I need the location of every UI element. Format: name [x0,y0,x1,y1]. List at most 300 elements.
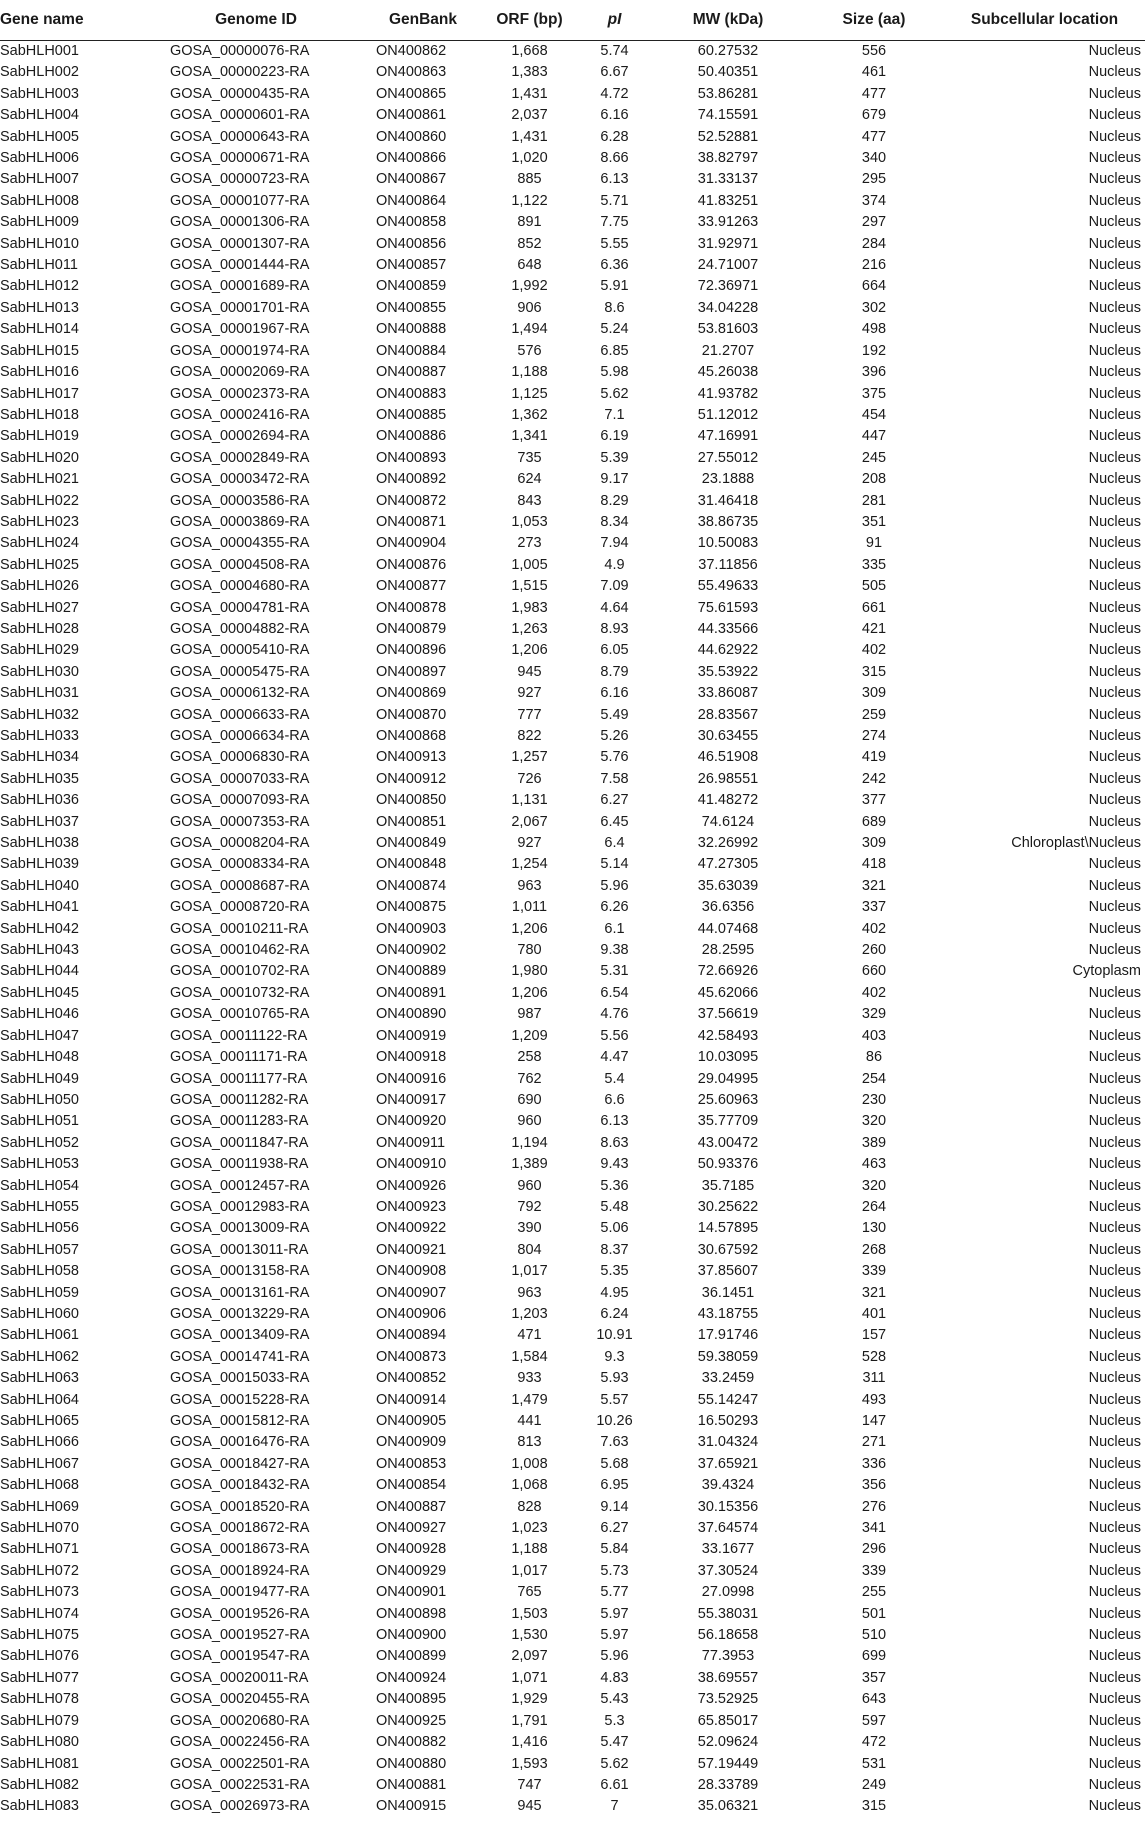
orf-cell: 1,131 [511,792,548,809]
size-cell: 664 [861,278,887,295]
table-row [0,1539,1145,1560]
pi-cell: 5.55 [600,235,629,252]
subcellular-location-cell: Nucleus [1088,642,1141,659]
genbank-cell: ON400873 [376,1348,447,1365]
pi-cell: 10.26 [596,1413,633,1429]
mw-cell: 45.26038 [697,364,759,381]
genome-id-cell: GOSA_00012457-RA [170,1177,310,1194]
table-row [0,341,1145,362]
table-row [0,1497,1145,1518]
gene-name-cell: SabHLH044 [0,963,79,980]
table-row [0,1218,1145,1239]
gene-name-cell: SabHLH073 [0,1584,79,1601]
genbank-cell: ON400881 [376,1776,447,1793]
table-row [0,1796,1145,1817]
gene-name-cell: SabHLH068 [0,1477,79,1494]
orf-cell: 843 [517,492,542,509]
table-row [0,533,1145,554]
subcellular-location-cell: Nucleus [1088,535,1141,552]
table-row [0,276,1145,297]
mw-cell: 57.19449 [697,1755,759,1772]
subcellular-location-cell: Nucleus [1088,1305,1141,1322]
mw-cell: 24.71007 [697,257,759,274]
genome-id-cell: GOSA_00011122-RA [170,1027,308,1044]
size-cell: 336 [861,1455,887,1472]
table-row [0,1561,1145,1582]
pi-cell: 6.26 [600,899,629,916]
header-subcellular-location: Subcellular location [944,0,1145,41]
size-cell: 403 [861,1027,887,1044]
gene-name-cell: SabHLH074 [0,1605,79,1622]
pi-cell: 6.13 [600,171,629,188]
gene-name-cell: SabHLH012 [0,278,79,295]
table-row [0,747,1145,768]
genome-id-cell: GOSA_00002849-RA [170,449,310,466]
pi-cell: 8.34 [600,513,629,530]
orf-cell: 576 [517,342,542,359]
genbank-cell: ON400887 [376,364,447,381]
genome-id-cell: GOSA_00018427-RA [170,1455,310,1472]
pi-cell: 5.77 [600,1584,629,1601]
size-cell: 271 [861,1434,887,1451]
genome-id-cell: GOSA_00010462-RA [170,942,310,959]
orf-cell: 927 [517,835,542,852]
genbank-cell: ON400878 [376,599,447,616]
subcellular-location-cell: Nucleus [1088,128,1141,145]
size-cell: 679 [861,107,887,124]
gene-name-cell: SabHLH075 [0,1627,79,1644]
genbank-cell: ON400876 [376,556,447,573]
subcellular-location-cell: Nucleus [1088,64,1141,81]
size-cell: 689 [861,813,887,830]
genbank-cell: ON400901 [376,1584,447,1601]
subcellular-location-cell: Nucleus [1088,513,1141,530]
pi-cell: 6.24 [600,1305,629,1322]
pi-cell: 6.6 [604,1091,625,1108]
genbank-cell: ON400870 [376,706,447,723]
pi-cell: 8.66 [600,150,629,167]
subcellular-location-cell: Nucleus [1088,385,1141,402]
gene-name-cell: SabHLH031 [0,685,79,702]
size-cell: 91 [865,535,883,552]
genome-id-cell: GOSA_00011283-RA [170,1113,309,1130]
mw-cell: 10.03095 [697,1049,759,1066]
subcellular-location-cell: Nucleus [1088,235,1141,252]
pi-cell: 8.93 [600,620,629,637]
mw-cell: 45.62066 [697,984,759,1001]
subcellular-location-cell: Nucleus [1088,1327,1141,1344]
header-pi: pI [577,0,652,41]
mw-cell: 33.2459 [701,1370,755,1387]
mw-cell: 42.58493 [697,1027,759,1044]
gene-name-cell: SabHLH003 [0,85,79,102]
gene-name-cell: SabHLH014 [0,321,79,338]
orf-cell: 1,209 [511,1027,548,1044]
size-cell: 276 [861,1498,887,1515]
subcellular-location-cell: Nucleus [1088,1691,1141,1708]
genbank-cell: ON400862 [376,43,447,59]
orf-cell: 885 [517,171,542,188]
genbank-cell: ON400851 [376,813,447,830]
orf-cell: 1,593 [511,1755,548,1772]
table-row [0,1518,1145,1539]
gene-name-cell: SabHLH023 [0,513,79,530]
table-row [0,1646,1145,1667]
orf-cell: 960 [517,1113,542,1130]
orf-cell: 762 [517,1070,542,1087]
orf-cell: 813 [517,1434,542,1451]
mw-cell: 37.56619 [697,1006,759,1023]
genbank-cell: ON400900 [376,1627,447,1644]
orf-cell: 1,431 [511,128,548,145]
genome-id-cell: GOSA_00011282-RA [170,1091,309,1108]
orf-cell: 1,203 [511,1305,548,1322]
genbank-cell: ON400877 [376,578,447,595]
size-cell: 268 [861,1241,887,1258]
subcellular-location-cell: Nucleus [1088,728,1141,744]
size-cell: 259 [861,706,887,723]
orf-cell: 390 [517,1220,542,1237]
pi-cell: 6.95 [600,1477,629,1494]
genome-id-cell: GOSA_00004355-RA [170,535,310,552]
gene-name-cell: SabHLH061 [0,1327,79,1344]
table-row [0,555,1145,576]
orf-cell: 726 [517,770,542,787]
genbank-cell: ON400875 [376,899,447,916]
orf-cell: 1,206 [511,920,548,937]
size-cell: 402 [861,642,887,659]
genbank-cell: ON400896 [376,642,447,659]
subcellular-location-cell: Nucleus [1088,257,1141,274]
size-cell: 339 [861,1263,887,1280]
orf-cell: 1,017 [511,1562,548,1579]
subcellular-location-cell: Nucleus [1088,556,1141,573]
orf-cell: 2,097 [511,1648,548,1665]
table-row [0,1711,1145,1732]
size-cell: 505 [861,578,887,595]
table-row [0,1732,1145,1753]
pi-cell: 6.13 [600,1113,629,1130]
genbank-cell: ON400914 [376,1391,447,1408]
subcellular-location-cell: Nucleus [1088,1520,1141,1537]
genome-id-cell: GOSA_00005410-RA [170,642,310,659]
size-cell: 130 [861,1220,887,1237]
genbank-cell: ON400920 [376,1113,447,1130]
size-cell: 528 [861,1348,887,1365]
pi-cell: 6.16 [600,107,629,124]
size-cell: 320 [861,1113,887,1130]
pi-cell: 5.35 [600,1263,629,1280]
genome-id-cell: GOSA_00013409-RA [170,1327,310,1344]
mw-cell: 55.38031 [697,1605,759,1622]
gene-name-cell: SabHLH076 [0,1648,79,1665]
genome-id-cell: GOSA_00003869-RA [170,513,310,530]
orf-cell: 1,362 [511,406,548,423]
genbank-cell: ON400899 [376,1648,447,1665]
size-cell: 274 [861,728,887,744]
mw-cell: 34.04228 [697,299,759,316]
genbank-cell: ON400903 [376,920,447,937]
size-cell: 337 [861,899,887,916]
mw-cell: 28.33789 [697,1776,759,1793]
size-cell: 351 [861,513,887,530]
subcellular-location-cell: Nucleus [1088,685,1141,702]
subcellular-location-cell: Nucleus [1088,364,1141,381]
mw-cell: 47.16991 [697,428,759,445]
table-row [0,1154,1145,1175]
mw-cell: 27.55012 [697,449,759,466]
genbank-cell: ON400859 [376,278,447,295]
pi-cell: 7.75 [600,214,629,231]
size-cell: 297 [861,214,887,231]
subcellular-location-cell: Nucleus [1088,1070,1141,1087]
genbank-cell: ON400867 [376,171,447,188]
genome-id-cell: GOSA_00007353-RA [170,813,310,830]
orf-cell: 822 [517,728,542,744]
orf-cell: 891 [517,214,542,231]
orf-cell: 1,980 [511,963,548,980]
genbank-cell: ON400868 [376,728,447,744]
subcellular-location-cell: Nucleus [1088,43,1141,59]
pi-cell: 5.36 [600,1177,629,1194]
mw-cell: 60.27532 [697,43,759,59]
gene-name-cell: SabHLH078 [0,1691,79,1708]
orf-cell: 1,494 [511,321,548,338]
orf-cell: 1,479 [511,1391,548,1408]
subcellular-location-cell: Nucleus [1088,813,1141,830]
pi-cell: 6.61 [600,1776,629,1793]
pi-cell: 5.62 [600,385,629,402]
genome-id-cell: GOSA_00019526-RA [170,1605,310,1622]
genbank-cell: ON400854 [376,1477,447,1494]
gene-name-cell: SabHLH072 [0,1562,79,1579]
size-cell: 341 [861,1520,887,1537]
size-cell: 699 [861,1648,887,1665]
size-cell: 295 [861,171,887,188]
mw-cell: 37.64574 [697,1520,759,1537]
mw-cell: 39.4324 [701,1477,755,1494]
table-row [0,512,1145,533]
pi-cell: 4.76 [600,1006,629,1023]
gene-name-cell: SabHLH034 [0,749,79,766]
pi-cell: 5.74 [600,43,629,59]
size-cell: 660 [861,963,887,980]
gene-name-cell: SabHLH006 [0,150,79,167]
pi-cell: 8.79 [600,663,629,680]
pi-cell: 4.64 [600,599,629,616]
table-row [0,1390,1145,1411]
pi-cell: 5.39 [600,449,629,466]
gene-name-cell: SabHLH007 [0,171,79,188]
pi-cell: 5.97 [600,1627,629,1644]
size-cell: 375 [861,385,887,402]
genbank-cell: ON400861 [376,107,447,124]
table-row [0,84,1145,105]
gene-name-cell: SabHLH027 [0,599,79,616]
pi-cell: 5.4 [604,1070,625,1087]
orf-cell: 690 [517,1091,542,1108]
mw-cell: 33.1677 [701,1541,755,1558]
size-cell: 216 [861,257,887,274]
subcellular-location-cell: Nucleus [1088,706,1141,723]
subcellular-location-cell: Nucleus [1088,1263,1141,1280]
subcellular-location-cell: Nucleus [1088,663,1141,680]
genome-id-cell: GOSA_00011847-RA [170,1134,309,1151]
subcellular-location-cell: Nucleus [1088,599,1141,616]
mw-cell: 36.1451 [701,1284,755,1301]
gene-name-cell: SabHLH008 [0,192,79,209]
pi-cell: 8.37 [600,1241,629,1258]
mw-cell: 75.61593 [697,599,759,616]
size-cell: 208 [861,471,887,488]
orf-cell: 927 [517,685,542,702]
subcellular-location-cell: Nucleus [1088,899,1141,916]
size-cell: 661 [861,599,887,616]
genome-id-cell: GOSA_00002416-RA [170,406,310,423]
pi-cell: 5.62 [600,1755,629,1772]
orf-cell: 441 [517,1413,542,1429]
genbank-cell: ON400895 [376,1691,447,1708]
mw-cell: 33.91263 [697,214,759,231]
size-cell: 281 [861,492,887,509]
genome-id-cell: GOSA_00005475-RA [170,663,310,680]
genome-id-cell: GOSA_00015033-RA [170,1370,310,1387]
pi-cell: 6.45 [600,813,629,830]
gene-name-cell: SabHLH050 [0,1091,79,1108]
genbank-cell: ON400898 [376,1605,447,1622]
gene-name-cell: SabHLH057 [0,1241,79,1258]
mw-cell: 77.3953 [701,1648,755,1665]
gene-name-cell: SabHLH059 [0,1284,79,1301]
orf-cell: 906 [517,299,542,316]
table-row [0,1090,1145,1111]
genbank-cell: ON400928 [376,1541,447,1558]
table-row [0,148,1145,169]
subcellular-location-cell: Nucleus [1088,107,1141,124]
gene-name-cell: SabHLH040 [0,877,79,894]
mw-cell: 44.07468 [697,920,759,937]
genome-id-cell: GOSA_00020680-RA [170,1712,310,1729]
orf-cell: 1,053 [511,513,548,530]
orf-cell: 804 [517,1241,542,1258]
orf-cell: 1,515 [511,578,548,595]
genome-id-cell: GOSA_00008720-RA [170,899,310,916]
subcellular-location-cell: Nucleus [1088,1541,1141,1558]
size-cell: 321 [861,877,887,894]
genome-id-cell: GOSA_00011938-RA [170,1156,309,1173]
size-cell: 230 [861,1091,887,1108]
table-row [0,1325,1145,1346]
genbank-cell: ON400884 [376,342,447,359]
gene-name-cell: SabHLH010 [0,235,79,252]
genome-id-cell: GOSA_00001967-RA [170,321,310,338]
size-cell: 463 [861,1156,887,1173]
gene-name-cell: SabHLH079 [0,1712,79,1729]
table-row [0,1069,1145,1090]
genome-id-cell: GOSA_00010765-RA [170,1006,310,1023]
genome-id-cell: GOSA_00006830-RA [170,749,310,766]
genome-id-cell: GOSA_00006132-RA [170,685,310,702]
subcellular-location-cell: Nucleus [1088,1198,1141,1215]
subcellular-location-cell: Nucleus [1088,321,1141,338]
size-cell: 389 [861,1134,887,1151]
size-cell: 402 [861,920,887,937]
pi-cell: 7 [610,1798,619,1815]
genbank-cell: ON400910 [376,1156,447,1173]
gene-name-cell: SabHLH002 [0,64,79,81]
pi-cell: 4.72 [600,85,629,102]
subcellular-location-cell: Nucleus [1088,299,1141,316]
subcellular-location-cell: Nucleus [1088,1220,1141,1237]
size-cell: 643 [861,1691,887,1708]
genbank-cell: ON400890 [376,1006,447,1023]
genome-id-cell: GOSA_00019547-RA [170,1648,310,1665]
subcellular-location-cell: Nucleus [1088,214,1141,231]
table-row [0,1775,1145,1796]
genome-id-cell: GOSA_00004508-RA [170,556,310,573]
gene-name-cell: SabHLH026 [0,578,79,595]
orf-cell: 1,194 [511,1134,548,1151]
table-row [0,812,1145,833]
table-row [0,191,1145,212]
subcellular-location-cell: Nucleus [1088,1177,1141,1194]
subcellular-location-cell: Nucleus [1088,150,1141,167]
orf-cell: 1,341 [511,428,548,445]
size-cell: 477 [861,85,887,102]
pi-cell: 5.56 [600,1027,629,1044]
genome-id-cell: GOSA_00019477-RA [170,1584,310,1601]
orf-cell: 852 [517,235,542,252]
orf-cell: 1,791 [511,1712,548,1729]
subcellular-location-cell: Cytoplasm [1072,963,1141,980]
genome-id-cell: GOSA_00010211-RA [170,920,309,937]
size-cell: 396 [861,364,887,381]
mw-cell: 29.04995 [697,1070,759,1087]
subcellular-location-cell: Nucleus [1088,171,1141,188]
pi-cell: 5.26 [600,728,629,744]
genbank-cell: ON400913 [376,749,447,766]
subcellular-location-cell: Nucleus [1088,85,1141,102]
genome-id-cell: GOSA_00022501-RA [170,1755,310,1772]
orf-cell: 765 [517,1584,542,1601]
genome-id-cell: GOSA_00011177-RA [170,1070,308,1087]
pi-cell: 6.1 [604,920,625,937]
gene-name-cell: SabHLH060 [0,1305,79,1322]
size-cell: 339 [861,1562,887,1579]
table-row [0,1133,1145,1154]
mw-cell: 53.81603 [697,321,759,338]
gene-name-cell: SabHLH064 [0,1391,79,1408]
mw-cell: 41.93782 [697,385,759,402]
genbank-cell: ON400891 [376,984,447,1001]
genbank-cell: ON400929 [376,1562,447,1579]
gene-name-cell: SabHLH043 [0,942,79,959]
mw-cell: 46.51908 [697,749,759,766]
genbank-cell: ON400883 [376,385,447,402]
genome-id-cell: GOSA_00008687-RA [170,877,310,894]
genome-id-cell: GOSA_00003472-RA [170,471,310,488]
orf-cell: 1,206 [511,642,548,659]
table-row [0,1754,1145,1775]
genome-id-cell: GOSA_00020011-RA [170,1669,309,1686]
size-cell: 192 [861,342,887,359]
orf-cell: 792 [517,1198,542,1215]
size-cell: 421 [861,620,887,637]
pi-cell: 5.06 [600,1220,629,1237]
table-row [0,491,1145,512]
subcellular-location-cell: Nucleus [1088,620,1141,637]
orf-cell: 747 [517,1776,542,1793]
